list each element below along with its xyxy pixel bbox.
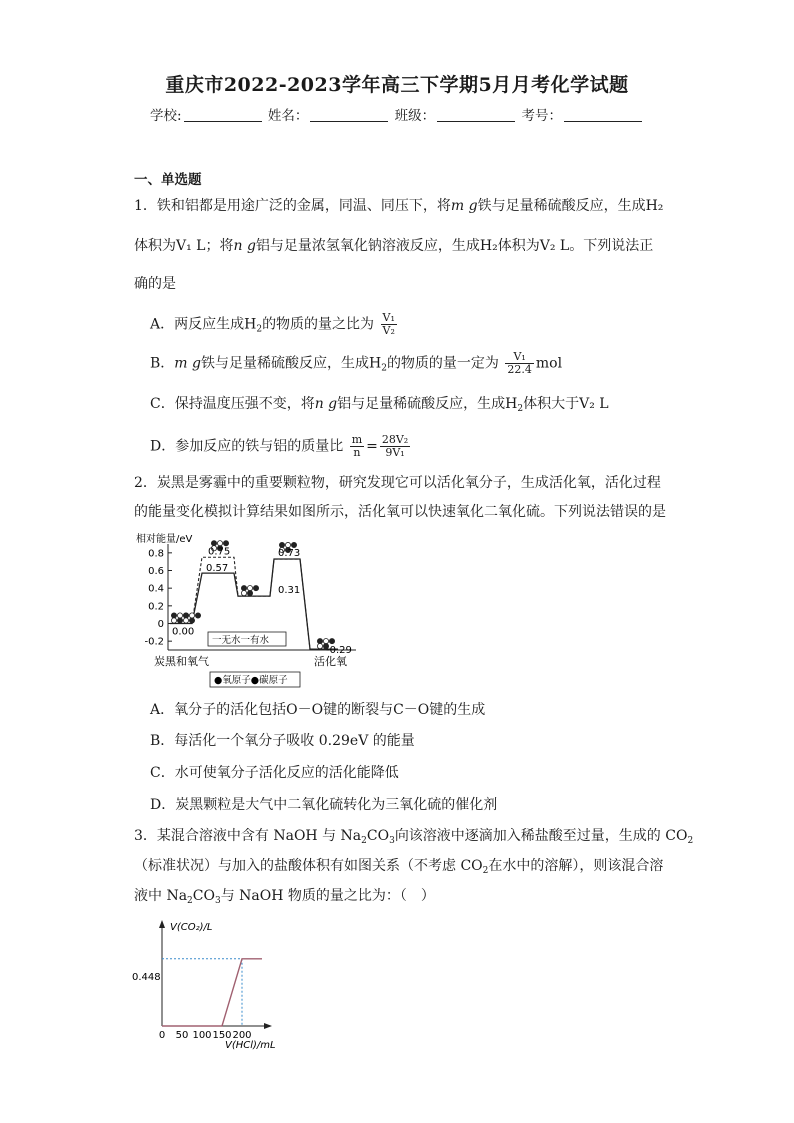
atom-circle xyxy=(317,639,322,644)
co2-xtick-label: 200 xyxy=(232,1030,252,1041)
atom-circle xyxy=(323,639,328,644)
q2-line1: 2．炭黑是雾霾中的重要颗粒物，研究发现它可以活化氧分子，生成活化氧，活化过程 xyxy=(134,475,661,491)
energy-value-label: -0.29 xyxy=(326,645,352,657)
energy-xlabel-right: 活化氧 xyxy=(314,655,347,668)
atom-circle xyxy=(223,541,228,546)
atom-circle xyxy=(183,618,188,623)
co2-xtick-label: 50 xyxy=(175,1030,189,1041)
atom-circle xyxy=(285,542,290,547)
energy-ytick-label: -0.2 xyxy=(144,636,164,648)
q1-option-b[interactable]: B．m g铁与足量稀硫酸反应，生成$H_2$的物质的量一定为 $\frac{\text{V₁}}{22.4}$ mol xyxy=(150,350,563,376)
co2-xtick-label: 0 xyxy=(158,1030,166,1041)
co2-yaxis-arrow xyxy=(159,920,165,928)
q3-line2: （标准状况）与加入的盐酸体积有如图关系（不考虑 $CO_2$在水中的溶解），则该混合溶 xyxy=(134,858,664,876)
energy-value-label: 0.00 xyxy=(172,626,195,638)
energy-ylabel: 相对能量/eV xyxy=(136,534,193,545)
q3-line1: 3．某混合溶液中含有 NaOH 与 $Na_2CO_3$向该溶液中逐滴加入稀盐酸至过量，生成的 $CO_2$ xyxy=(134,828,694,846)
q3-line3: 液中 $Na_2CO_3$与 NaOH 物质的量之比为：（ ） xyxy=(134,888,435,906)
page-title: 重庆市2022-2023学年高三下学期5月月考化学试题 xyxy=(165,74,629,96)
co2-ytick: 0.448 xyxy=(132,972,161,983)
class-label: 班级： xyxy=(394,108,436,124)
atom-circle xyxy=(291,542,296,547)
class-blank[interactable] xyxy=(437,109,515,122)
co2-ylabel: V(CO₂)/L xyxy=(170,922,213,933)
name-label: 姓名： xyxy=(267,108,309,124)
energy-value-label: 0.73 xyxy=(278,548,301,560)
atom-circle xyxy=(195,613,200,618)
q1-option-c[interactable]: C．保持温度压强不变，将n g铝与足量稀硫酸反应，生成$H_2$体积大于V₂ L xyxy=(150,396,609,414)
energy-value-label: 0.31 xyxy=(278,585,301,597)
atom-circle xyxy=(189,618,194,623)
school-label: 学校: xyxy=(150,108,182,124)
q2-option-c[interactable]: C．水可使氧分子活化反应的活化能降低 xyxy=(150,765,399,781)
co2-xtick-label: 100 xyxy=(192,1030,212,1041)
q1-line3: 确的是 xyxy=(134,276,176,292)
atom-circle xyxy=(253,586,258,591)
atom-circle xyxy=(183,613,188,618)
energy-ytick-label: 0.6 xyxy=(148,566,164,577)
name-blank[interactable] xyxy=(310,109,388,122)
atom-circle xyxy=(177,618,182,623)
atom-circle xyxy=(317,644,322,649)
atom-circle xyxy=(177,613,182,618)
q1-option-d[interactable]: D．参加反应的铁与铝的质量比 $\frac{m}{n}$ = $\frac{\text{28V₂}}{\text{9V₁}}$ xyxy=(150,433,409,459)
energy-value-label: 0.57 xyxy=(206,563,229,575)
q2-option-b[interactable]: B．每活化一个氧分子吸收 0.29eV 的能量 xyxy=(150,733,415,749)
atom-circle xyxy=(241,591,246,596)
energy-ytick-label: 0 xyxy=(157,619,164,630)
atom-circle xyxy=(279,542,284,547)
q2-option-a[interactable]: A．氧分子的活化包括O－O键的断裂与C－O键的生成 xyxy=(150,702,486,718)
co2-series-line xyxy=(162,959,262,1026)
student-info-line xyxy=(0,104,794,124)
energy-ytick-label: 0.2 xyxy=(148,601,164,613)
energy-ytick-label: 0.4 xyxy=(148,583,164,595)
co2-xlabel: V(HCl)/mL xyxy=(225,1040,276,1051)
q1-line1: 1．铁和铝都是用途广泛的金属，同温、同压下，将m g铁与足量稀硫酸反应，生成H₂ xyxy=(134,198,664,214)
atom-circle xyxy=(171,618,176,623)
q1-option-a[interactable]: A．两反应生成$H_2$的物质的量之比为 $\frac{\text{V₁}}{\text{V₂}}$ xyxy=(150,311,395,337)
atom-circle xyxy=(241,586,246,591)
co2-xtick-label: 150 xyxy=(212,1030,232,1041)
energy-xlabel-left: 炭黑和氧气 xyxy=(154,655,209,668)
energy-diagram xyxy=(134,528,364,694)
exam-no-blank[interactable] xyxy=(564,109,642,122)
energy-legend: 一无水一有水 xyxy=(212,635,270,646)
atom-circle xyxy=(171,613,176,618)
q1-line2: 体积为V₁ L；将n g铝与足量浓氢氧化钠溶液反应，生成H₂体积为V₂ L。下列说法正 xyxy=(134,238,654,254)
atom-circle xyxy=(189,613,194,618)
school-blank[interactable] xyxy=(184,109,262,122)
q2-line2: 的能量变化模拟计算结果如图所示，活化氧可以快速氧化二氧化硫。下列说法错误的是 xyxy=(134,504,666,520)
atom-circle xyxy=(217,541,222,546)
atom-circle xyxy=(247,586,252,591)
section-heading: 一、单选题 xyxy=(134,172,202,188)
q2-option-d[interactable]: D．炭黑颗粒是大气中二氧化硫转化为三氧化硫的催化剂 xyxy=(150,797,498,813)
energy-value-label: 0.75 xyxy=(208,546,231,558)
exam-no-label: 考号： xyxy=(521,108,562,124)
atom-circle xyxy=(247,591,252,596)
atom-circle xyxy=(211,541,216,546)
atom-circle xyxy=(329,639,334,644)
atom-legend: ●氧原子●碳原子 xyxy=(214,675,288,686)
co2-xaxis-arrow xyxy=(264,1023,272,1029)
co2-volume-chart xyxy=(130,916,300,1056)
energy-ytick-label: 0.8 xyxy=(148,548,164,560)
